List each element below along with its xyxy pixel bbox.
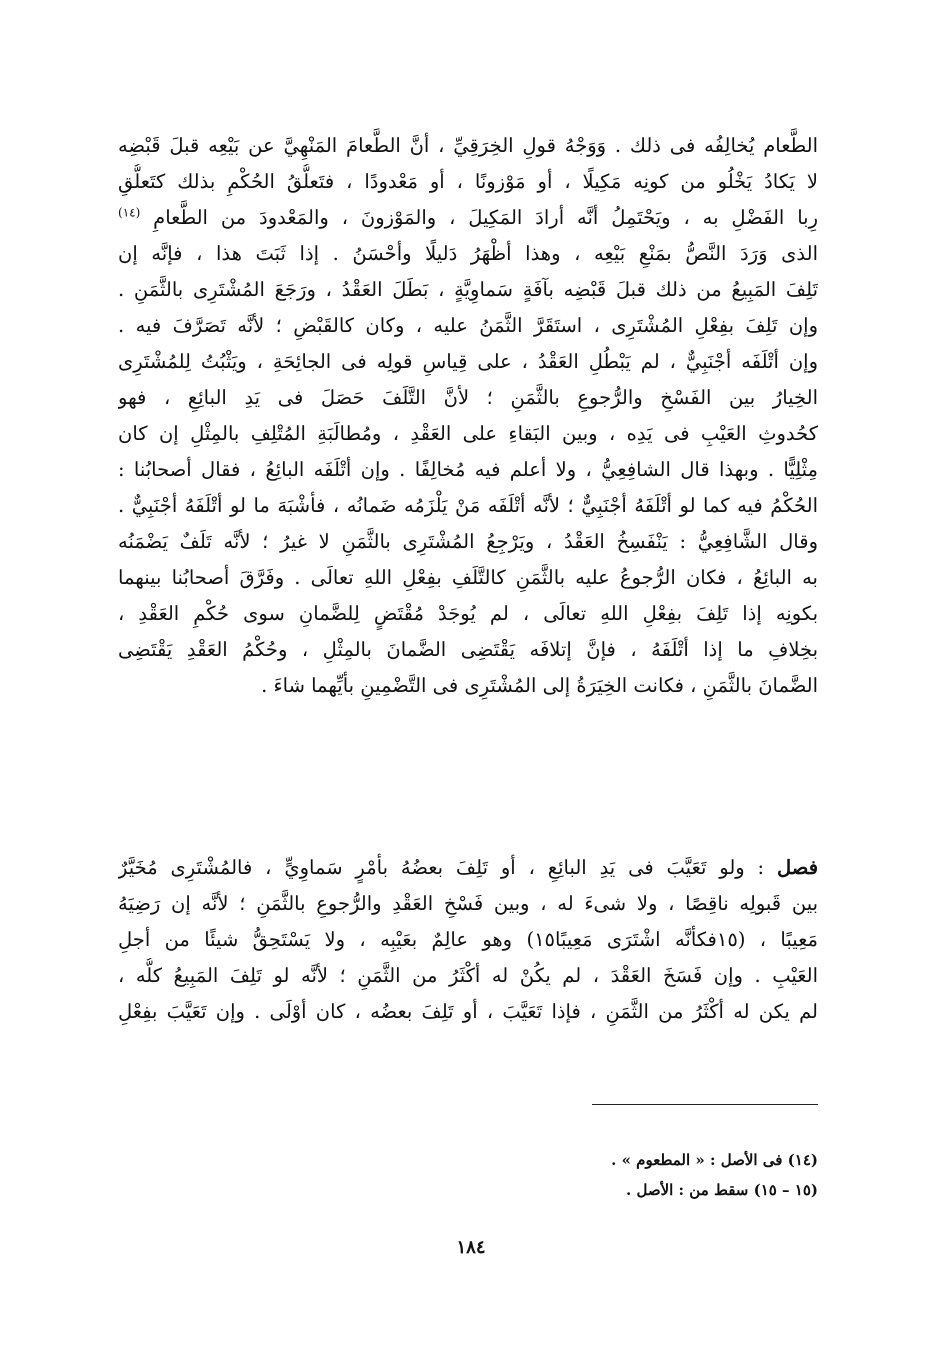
text-line: تَلِفَ المَبِيعُ من ذلك قبلَ قَبْضِه بآفَةٍ سَماوِيَّةٍ ، بَطَلَ العَقْدُ ، ورَجَعَ المُشْتَرِى بالثَّمَنِ . bbox=[118, 278, 818, 301]
text-line-content: رِبا الفَضْلِ به ، ويَحْتَمِلُ أنَّه أرادَ المَكِيلَ ، والمَوْزونَ ، والمَعْدودَ من الطَّعامِ bbox=[153, 206, 818, 229]
footnote-ref-14: (١٤) bbox=[118, 205, 141, 220]
text-line-content: : ولو تَعَيَّبَ فى يَدِ البائِعِ ، أو تَلِفَ بعضُهُ بأمْرٍ سَماوِيٍّ ، فالمُشْتَرِى مُخَيَّرٌ bbox=[118, 856, 765, 879]
text-line: الطَّعام يُخالِفُه فى ذلك . وَوَجْهُ قولِ الخِرَقِيِّ ، أنَّ الطَّعامَ المَنْهِيَّ عن بَيْعِه قبلَ قَبْضِه bbox=[118, 134, 818, 157]
text-line: وإن تَلِفَ بفِعْلِ المُشْتَرِى ، استَقَرَّ الثَّمَنُ عليه ، وكان كالقَبْضِ ؛ لأنَّه تَصَرَّفَ فيه . bbox=[118, 314, 818, 337]
text-line: العَيْبِ . وإن فَسَخَ العَقْدَ ، لم يكُنْ له أكْثَرُ من الثَّمَنِ ؛ لأنَّه لو تَلِفَ المَبِيعُ كلُّه ، bbox=[118, 964, 818, 987]
footnote-15: (١٥ – ١٥) سقط من : الأصل . bbox=[626, 1181, 818, 1199]
text-line: وقال الشَّافِعِيُّ : يَنْفَسِخُ العَقْدُ ، ويَرْجِعُ المُشْتَرِى بالثَّمَنِ لا غيرُ ؛ لأنَّه تَلَفٌ يَضْمَنُه bbox=[118, 530, 818, 553]
text-line: لا يَكادُ يَخْلُو من كونِه مَكِيلًا ، أو مَوْزونًا ، أو مَعْدودًا ، فتَعلُّقُ الحُكْمِ بذلك كتَعلُّقِ bbox=[118, 170, 818, 193]
text-line-with-footnote bbox=[118, 200, 818, 236]
text-line: لم يكن له أكْثَرُ من الثَّمَنِ ، فإذا تَعَيَّبَ ، أو تَلِفَ بعضُه ، كان أوْلَى . وإن تَعَيَّبَ بفِعْلِ bbox=[118, 1000, 818, 1023]
text-line: مِثْلِيًّا . وبهذا قال الشافِعِيُّ ، ولا أعلم فيه مُخالِفًا . وإن أتْلَفَه البائِعُ ، فقال أصحابُنا : bbox=[118, 458, 818, 481]
text-line: بكونِه إذا تَلِفَ بفِعْلِ اللهِ تعالَى ، لم يُوجَدْ مُقْتَضٍ لِلضَّمانِ سوى حُكْمِ العَقْدِ ، bbox=[118, 602, 818, 625]
main-paragraph bbox=[118, 128, 818, 704]
text-line: الذى وَرَدَ النَّصُّ بمَنْعِ بَيْعِه ، وهذا أظْهَرُ دَليلًا وأحْسَنُ . إذا ثَبَتَ هذا ، فإنَّه إن bbox=[118, 242, 818, 265]
section-first-line bbox=[118, 850, 818, 886]
footnote-14: (١٤) فى الأصل : « المطعوم » . bbox=[611, 1151, 818, 1169]
text-line: مَعِيبًا ، (١٥فكأنَّه اشْتَرَى مَعِيبًا١٥) وهو عالِمٌ بعَيْبِه ، ولا يَسْتَحِقُّ شيئًا من أجلِ bbox=[118, 928, 818, 951]
section-paragraph bbox=[118, 850, 818, 1030]
text-line: كحُدوثِ العَيْبِ فى يَدِه ، وبين البَقاءِ على العَقْدِ ، ومُطالَبَةِ المُتْلِفِ بالمِثْلِ إن كان bbox=[118, 422, 818, 445]
text-line: به البائِعُ ، فكان الرُّجوعُ عليه بالثَّمَنِ كالتَّلَفِ بفِعْلِ اللهِ تعالَى . وفَرَّقَ أصحابُنا بينهما bbox=[118, 566, 818, 589]
section-heading-word: فصل bbox=[777, 856, 818, 879]
footnotes bbox=[300, 1145, 818, 1205]
text-line: الضَّمانَ بالثَّمَنِ ، فكانت الخِيَرَةُ إلى المُشْتَرِى فى التَّضْمِينِ بأيِّهما شاءَ . bbox=[261, 674, 818, 697]
page-number: ١٨٤ bbox=[456, 1237, 486, 1258]
text-line: بين قَبولِه ناقِصًا ، ولا شىءَ له ، وبين فَسْخِ العَقْدِ والرُّجوعِ بالثَّمَنِ ؛ لأنَّه إن رَضِيَهُ bbox=[118, 892, 818, 915]
text-line: الخِيارُ بين الفَسْخِ والرُّجوعِ بالثَّمَنِ ؛ لأنَّ التَّلَفَ حَصَلَ فى يَدِ البائِعِ ، فهو bbox=[118, 386, 818, 409]
text-line: الحُكْمُ فيه كما لو أتْلَفَهُ أجْنَبِيٌّ ؛ لأنَّه أتْلَفَه مَنْ يَلْزَمُه ضَمانُه ، فأشْبَهَ ما لو أتْلَفَهُ أجْنَبِيٌّ . bbox=[118, 494, 818, 517]
footnote-separator bbox=[592, 1104, 818, 1105]
text-line: بخِلافِ ما إذا أتْلَفَهُ ، فإنَّ إتلافَه يَقْتَضِى الضَّمانَ بالمِثْلِ ، وحُكْمُ العَقْدِ يَقْتَضِى bbox=[118, 638, 818, 661]
text-line: وإن أتْلَفَه أجْنَبِيٌّ ، لم يَبْطُلِ العَقْدُ ، على قِياسِ قولِه فى الجائِحَةِ ، ويَثْبُتُ لِلمُشْتَرِى bbox=[118, 350, 818, 373]
